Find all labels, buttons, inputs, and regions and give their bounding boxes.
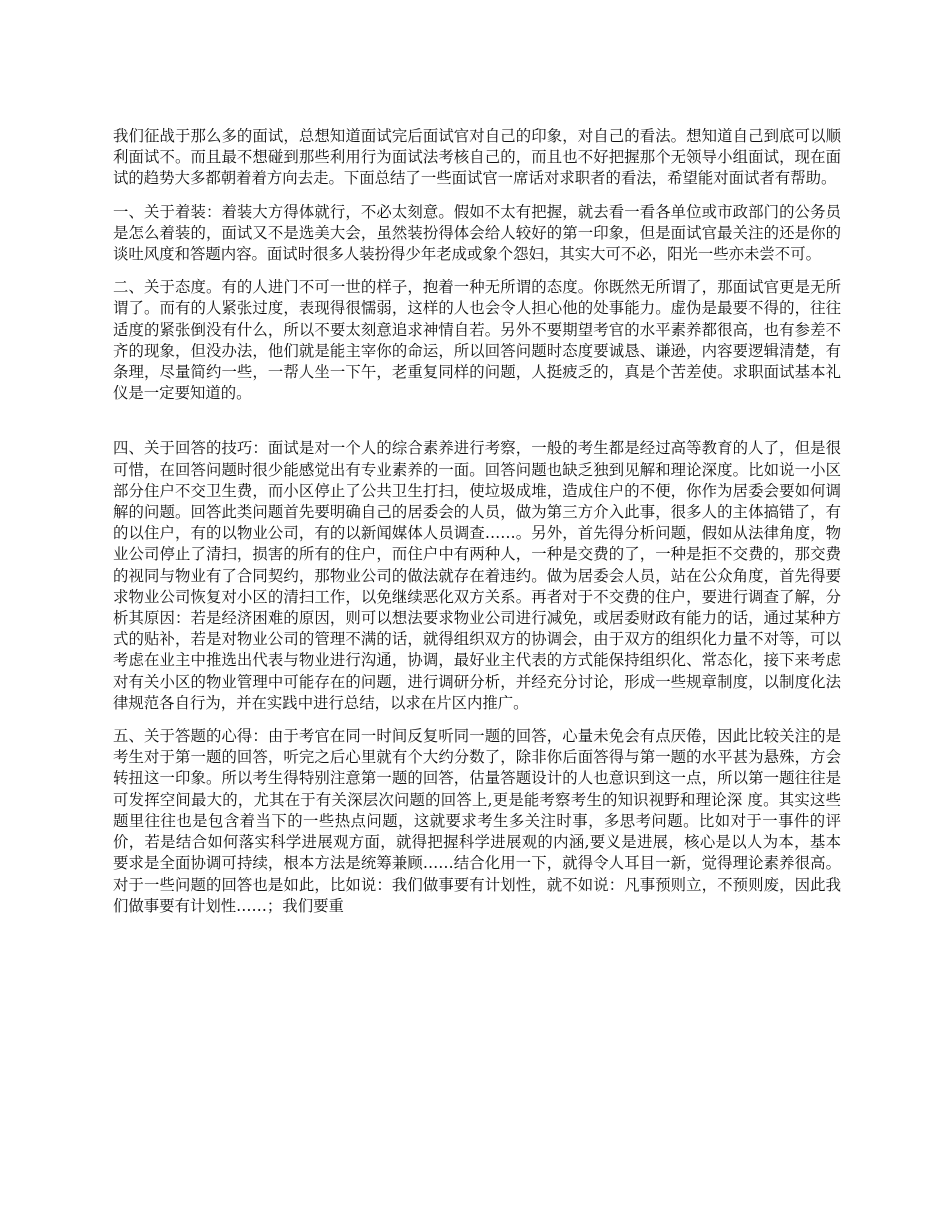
paragraph-answer-skills: 四、关于回答的技巧：面试是对一个人的综合素养进行考察，一般的考生都是经过高等教育的人了，但是很可惜，在回答问题时很少能感觉出有专业素养的一面。回答问题也缺乏独到见解和理论深度。比如说一小区部分住户不交卫生费，而小区停止了公共卫生打扫，使垃圾成堆，造成住户的不便，你作为居委会要如何调解的问题。回答此类问题首先要明确自己的居委会的人员，做为第三方介入此事，很多人的主体搞错了，有的以住户，有的以物业公司，有的以新闻媒体人员调查……。另外，首先得分析问题，假如从法律角度，物业公司停止了清扫，损害的所有的住户，而住户中有两种人，一种是交费的了，一种是拒不交费的，那交费的视同与物业有了合同契约，那物业公司的做法就存在着违约。做为居委会人员，站在公众角度，首先得要求物业公司恢复对小区的清扫工作，以免继续恶化双方关系。再者对于不交费的住户，要进行调查了解，分析其原因：若是经济困难的原因，则可以想法要求物业公司进行减免，或居委财政有能力的话，通过某种方式的贴补，若是对物业公司的管理不满的话，就得组织双方的协调会，由于双方的组织化力量不对等，可以考虑在业主中推选出代表与物业进行沟通，协调，最好业主代表的方式能保持组织化、常态化，接下来考虑对有关小区的物业管理中可能存在的问题，进行调研分析，并经充分讨论，形成一些规章制度，以制度化法律规范各自行为，并在实践中进行总结，以求在片区内推广。 [113, 439, 841, 712]
paragraph-attitude: 二、关于态度。有的人进门不可一世的样子，抱着一种无所谓的态度。你既然无所谓了，那面试官更是无所谓了。而有的人紧张过度，表现得很懦弱，这样的人也会令人担心他的处事能力。虚伪是最要不得的，往往适度的紧张倒没有什么，所以不要太刻意追求神情自若。另外不要期望考官的水平素养都很高，也有参差不齐的现象，但没办法，他们就是能主宰你的命运，所以回答问题时态度要诚恳、谦逊，内容要逻辑清楚，有条理，尽量简约一些，一帮人坐一下午，老重复同样的问题，人挺疲乏的，真是个苦差使。求职面试基本礼仪是一定要知道的。 [113, 278, 841, 403]
paragraph-intro: 我们征战于那么多的面试，总想知道面试完后面试官对自己的印象，对自己的看法。想知道自己到底可以顺利面试不。而且最不想碰到那些利用行为面试法考核自己的，而且也不好把握那个无领导小组面试，现在面试的趋势大多都朝着着方向去走。下面总结了一些面试官一席话对求职者的看法，希望能对面试者有帮助。 [113, 127, 841, 188]
paragraph-attire: 一、关于着装：着装大方得体就行，不必太刻意。假如不太有把握，就去看一看各单位或市政部门的公务员是怎么着装的，面试又不是选美大会，虽然装扮得体会给人较好的第一印象，但是面试官最关注的还是你的谈吐风度和答题内容。面试时很多人装扮得少年老成或象个怨妇，其实大可不必，阳光一些亦未尝不可。 [113, 202, 841, 264]
document-body [113, 126, 841, 929]
paragraph-answer-insights: 五、关于答题的心得：由于考官在同一时间反复听同一题的回答，心量未免会有点厌倦，因此比较关注的是考生对于第一题的回答，听完之后心里就有个大约分数了，除非你后面答得与第一题的水平甚为悬殊，方会转扭这一印象。所以考生得特别注意第一题的回答，估量答题设计的人也意识到这一点，所以第一题往往是可发挥空间最大的，尤其在于有关深层次问题的回答上,更是能考察考生的知识视野和理论深 度。其实这些题里往往也是包含着当下的一些热点问题，这就要求考生多关注时事，多思考问题。比如对于一事件的评价，若是结合如何落实科学进展观方面，就得把握科学进展观的内涵,要义是进展，核心是以人为本，基本要求是全面协调可持续，根本方法是统筹兼顾……结合化用一下，就得令人耳目一新，觉得理论素养很高。对于一些问题的回答也是如此，比如说：我们做事要有计划性，就不如说：凡事预则立，不预则废，因此我们做事要有计划性……；我们要重 [113, 727, 841, 915]
